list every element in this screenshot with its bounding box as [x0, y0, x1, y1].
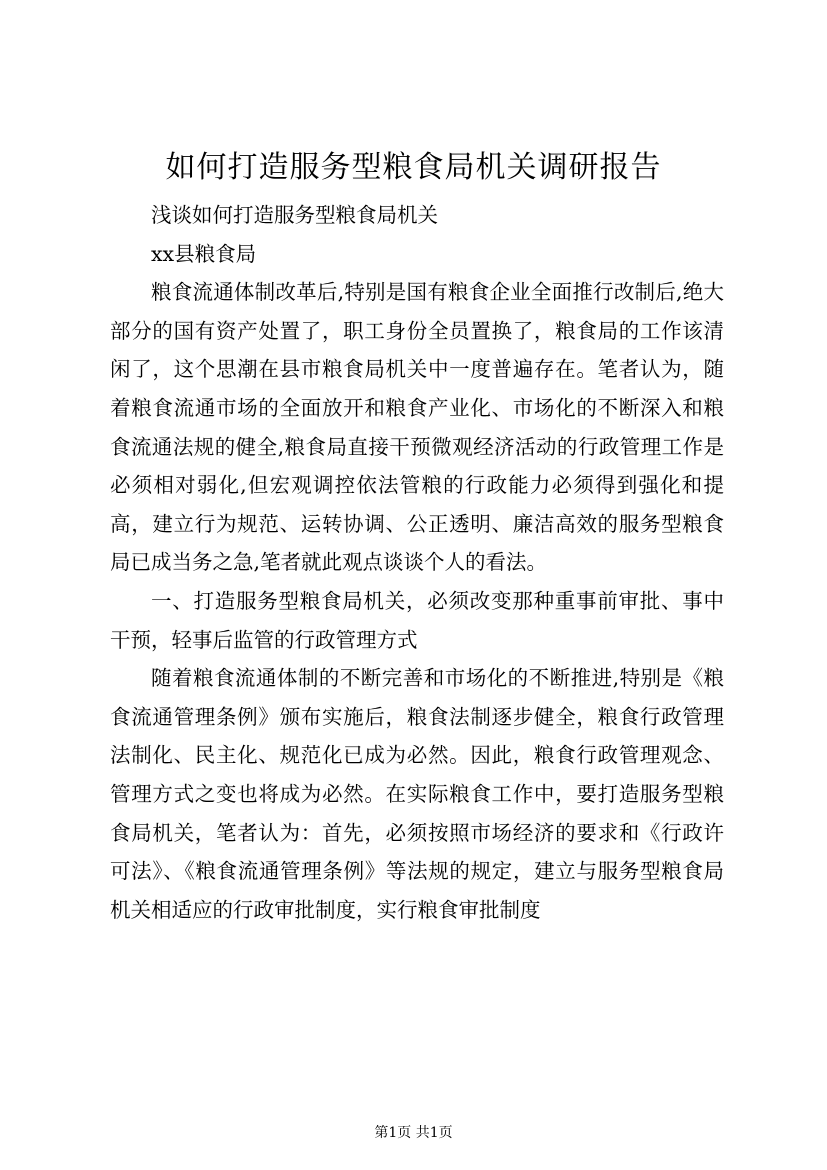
document-body — [110, 196, 724, 929]
document-title: 如何打造服务型粮食局机关调研报告 — [165, 150, 662, 185]
subtitle-paragraph: 浅谈如何打造服务型粮食局机关 — [151, 203, 438, 227]
intro-paragraph: 粮食流通体制改革后,特别是国有粮食企业全面推行改制后,绝大部分的国有资产处置了，职工身份全员置换了，粮食局的工作该清闲了，这个思潮在县市粮食局机关中一度普遍存在。笔者认为，随着粮食流通市场的全面放开和粮食产业化、市场化的不断深入和粮食流通法规的健全,粮食局直接干预微观经济活动的行政管理工作是必须相对弱化,但宏观调控依法管粮的行政能力必须得到强化和提高，建立行为规范、运转协调、公正透明、廉洁高效的服务型粮食局已成当务之急,笔者就此观点谈谈个人的看法。 — [110, 280, 724, 575]
section-heading-paragraph: 一、打造服务型粮食局机关，必须改变那种重事前审批、事中干预，轻事后监管的行政管理方式 — [110, 588, 724, 652]
author-paragraph: xx县粮食局 — [151, 241, 257, 266]
page-footer: 第1页 共1页 — [374, 1125, 453, 1141]
body-paragraph: 随着粮食流通体制的不断完善和市场化的不断推进,特别是《粮食流通管理条例》颁布实施后，粮食法制逐步健全，粮食行政管理法制化、民主化、规范化已成为必然。因此，粮食行政管理观念、管理方式之变也将成为必然。在实际粮食工作中，要打造服务型粮食局机关，笔者认为：首先，必须按照市场经济的要求和《行政许可法》、《粮食流通管理条例》等法规的规定，建立与服务型粮食局机关相适应的行政审批制度，实行粮食审批制度 — [110, 666, 724, 922]
